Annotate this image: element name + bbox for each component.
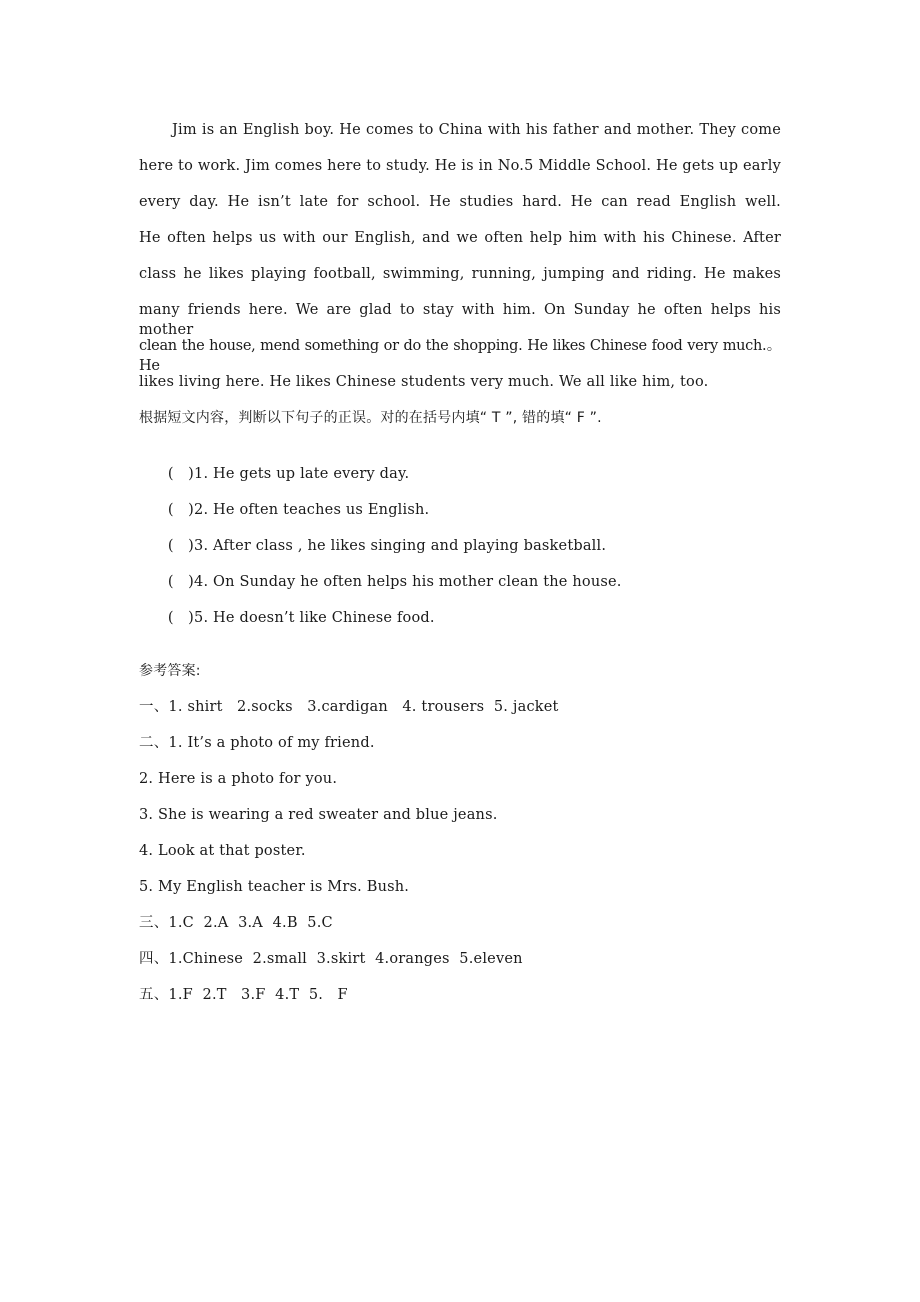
answer-line: 三、1.C 2.A 3.A 4.B 5.C (139, 915, 333, 931)
answer-bracket: ( ) (167, 538, 195, 554)
passage-line: every day. He isn’t late for school. He studies hard. He can read English well. (139, 194, 781, 210)
answer-line: 5. My English teacher is Mrs. Bush. (139, 879, 410, 895)
answer-line: 五、1.F 2.T 3.F 4.T 5. F (139, 987, 348, 1003)
passage-line: many friends here. We are glad to stay with him. On Sunday he often helps his mother (139, 302, 781, 338)
question-text: 4. On Sunday he often helps his mother clean the house. (194, 574, 622, 590)
answer-line: 一、1. shirt 2.socks 3.cardigan 4. trousers 5. jacket (139, 699, 559, 715)
question-text: 1. He gets up late every day. (194, 466, 410, 482)
answer-line: 二、1. It’s a photo of my friend. (139, 735, 375, 751)
passage-line: likes living here. He likes Chinese students very much. We all like him, too. (139, 374, 709, 390)
answer-bracket: ( ) (167, 466, 195, 482)
question-item (139, 588, 435, 648)
question-text: 5. He doesn’t like Chinese food. (194, 610, 435, 626)
answer-line: 2. Here is a photo for you. (139, 771, 338, 787)
answer-line: 3. She is wearing a red sweater and blue jeans. (139, 807, 498, 823)
answer-bracket: ( ) (167, 502, 195, 518)
passage-line: clean the house, mend something or do the shopping. He likes Chinese food very much.。He (139, 338, 781, 374)
answer-key-heading: 参考答案: (139, 663, 201, 679)
answer-bracket: ( ) (167, 610, 195, 626)
question-text: 2. He often teaches us English. (194, 502, 430, 518)
passage-line: class he likes playing football, swimming, running, jumping and riding. He makes (139, 266, 781, 282)
answer-line: 四、1.Chinese 2.small 3.skirt 4.oranges 5.eleven (139, 951, 523, 967)
question-text: 3. After class , he likes singing and playing basketball. (194, 538, 607, 554)
instruction-text: 根据短文内容，判断以下句子的正误。对的在括号内填“ T ”, 错的填“ F ”. (139, 410, 602, 426)
passage-line: here to work. Jim comes here to study. He is in No.5 Middle School. He gets up early (139, 158, 781, 174)
passage-line: He often helps us with our English, and we often help him with his Chinese. After (139, 230, 781, 246)
answer-bracket: ( ) (167, 574, 195, 590)
passage-line: Jim is an English boy. He comes to China with his father and mother. They come (172, 122, 781, 138)
answer-line: 4. Look at that poster. (139, 843, 306, 859)
